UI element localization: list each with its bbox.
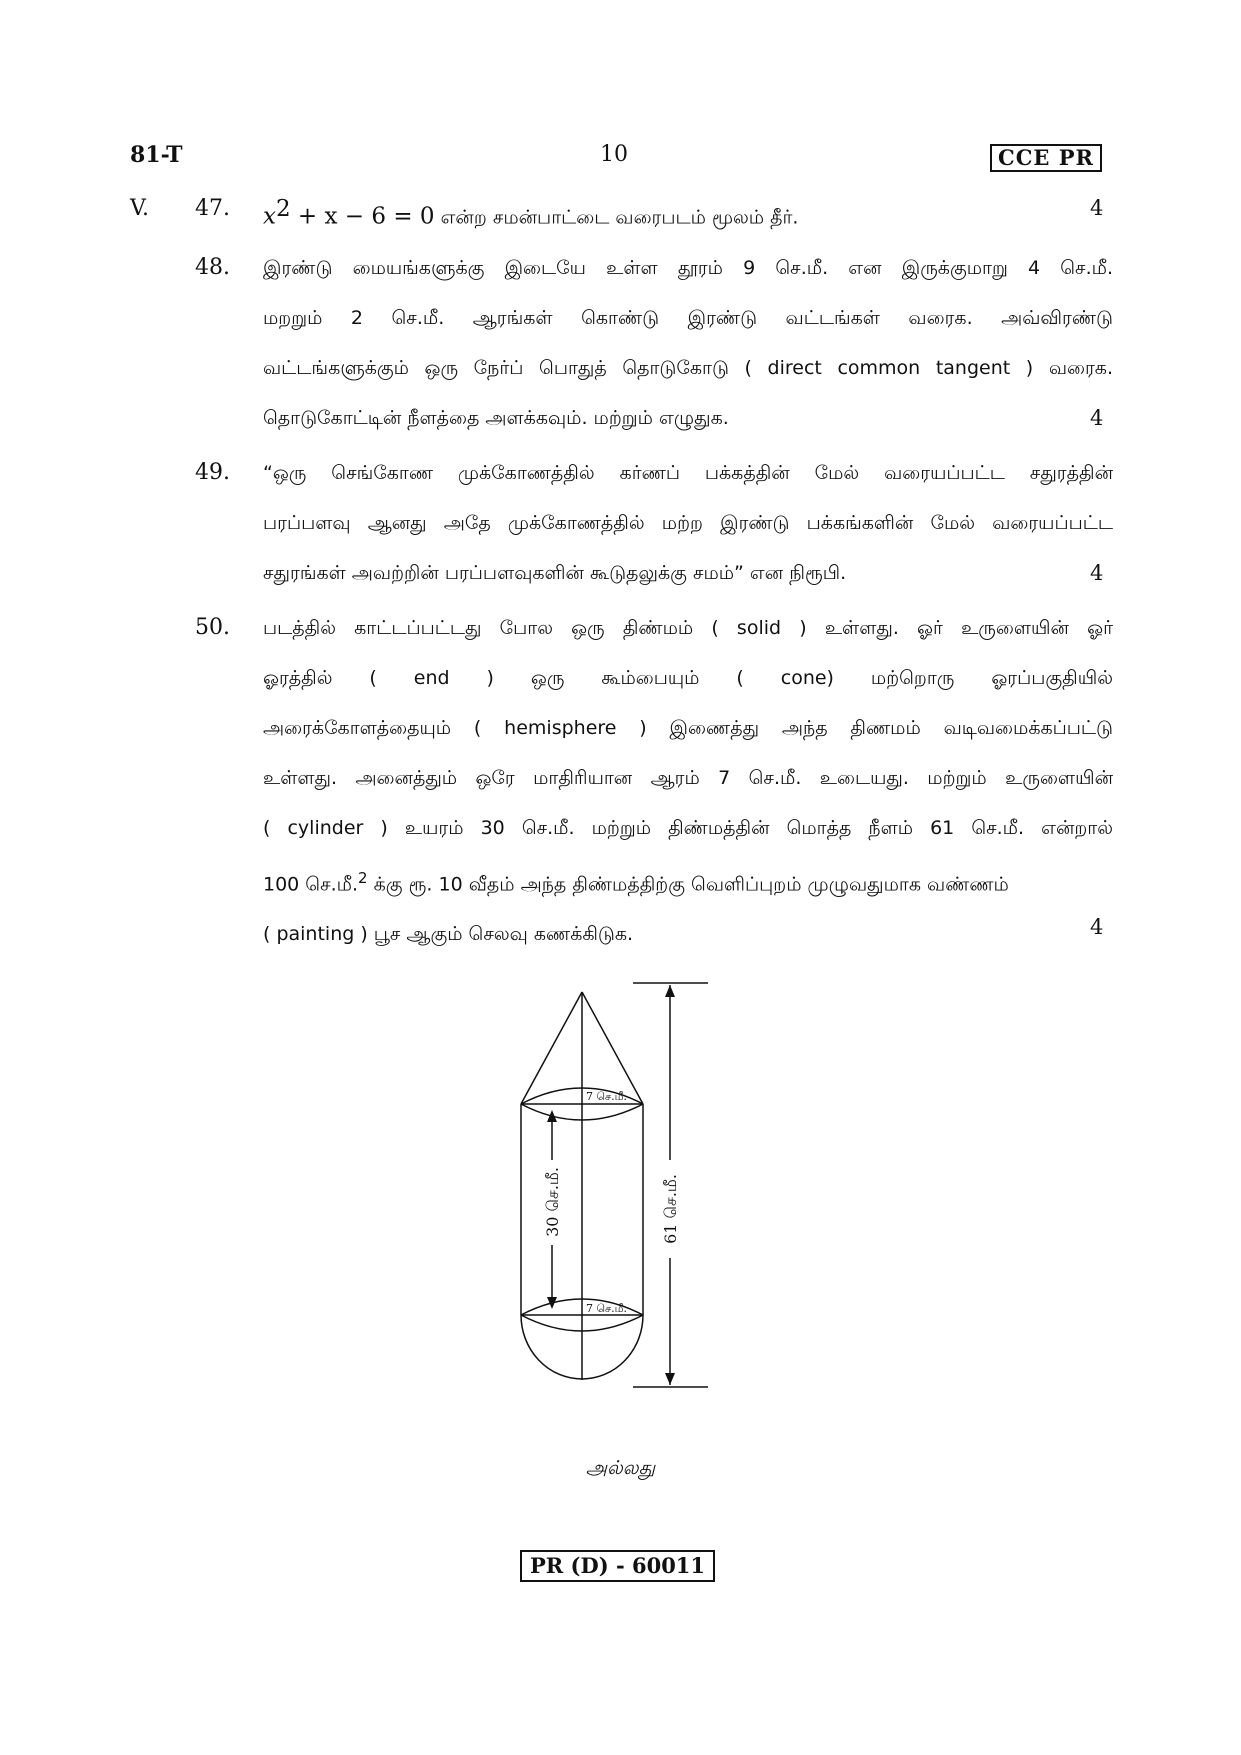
question-50-line-6 — [263, 853, 1113, 909]
question-48-line-4: தொடுகோட்டின் நீளத்தை அளக்கவும். மற்றும் எழுதுக. — [263, 407, 729, 429]
area-unit-text: 100 செ.மீ. — [263, 873, 359, 896]
question-50-line-6-rest: க்கு ரூ. 10 வீதம் அந்த திண்மத்திற்கு வெளிப்புறம் முழுவதுமாக வண்ணம் — [367, 873, 1009, 896]
question-50-text — [263, 603, 1113, 959]
equation-variable: x — [263, 203, 276, 230]
question-number-48: 48. — [195, 255, 230, 280]
question-number-50: 50. — [195, 615, 230, 640]
question-49-line-2: பரப்பளவு ஆனது அதே முக்கோணத்தில் மற்ற இரண்டு பக்கங்களின் மேல் வரையப்பட்ட — [263, 512, 1113, 534]
bottom-radius-label: 7 செ.மீ. — [586, 1302, 628, 1315]
marks-48: 4 — [1090, 406, 1104, 430]
question-48-line-1: இரண்டு மையங்களுக்கு இடையே உள்ள தூரம் 9 செ.மீ. என இருக்குமாறு 4 செ.மீ. — [263, 257, 1113, 279]
question-50-line-5: ( cylinder ) உயரம் 30 செ.மீ. மற்றும் திண்மத்தின் மொத்த நீளம் 61 செ.மீ. என்றால் — [263, 817, 1113, 839]
paper-code: 81-T — [130, 142, 183, 168]
footer-code: PR (D) - 60011 — [520, 1550, 715, 1582]
arrowhead-down-icon — [547, 1297, 557, 1309]
question-49-line-3: சதுரங்கள் அவற்றின் பரப்பளவுகளின் கூடுதலுக்கு சமம்” என நிரூபி. — [263, 562, 847, 584]
or-separator: அல்லது — [585, 1457, 656, 1479]
arrowhead-down-icon — [665, 1373, 675, 1385]
equation-exponent: 2 — [275, 196, 291, 222]
question-49-text — [263, 448, 1113, 598]
area-unit-exponent: 2 — [358, 869, 368, 887]
question-50-line-1: படத்தில் காட்டப்பட்டது போல ஒரு திண்மம் ( solid ) உள்ளது. ஓர் உருளையின் ஓர் — [263, 617, 1113, 639]
question-48-text — [263, 243, 1113, 443]
question-47-text — [263, 184, 1113, 242]
arrowhead-up-icon — [547, 1110, 557, 1122]
page-number: 10 — [600, 142, 628, 167]
question-47-words: என்ற சமன்பாட்டை வரைபடம் மூலம் தீர். — [440, 206, 799, 229]
equation-rest: + x − 6 = 0 — [290, 203, 435, 230]
question-50-line-4: உள்ளது. அனைத்தும் ஒரே மாதிரியான ஆரம் 7 செ.மீ. உடையது. மற்றும் உருளையின் — [263, 767, 1113, 789]
top-radius-label: 7 செ.மீ. — [586, 1090, 628, 1103]
question-49-line-1: “ஒரு செங்கோண முக்கோணத்தில் கர்ணப் பக்கத்தின் மேல் வரையப்பட்ட சதுரத்தின் — [263, 462, 1113, 484]
total-length-label: 61 செ.மீ. — [661, 1174, 680, 1244]
question-48-line-2: மறறும் 2 செ.மீ. ஆரங்கள் கொண்டு இரண்டு வட்டங்கள் வரைக. அவ்விரண்டு — [263, 307, 1113, 329]
question-50-line-7: ( painting ) பூச ஆகும் செலவு கணக்கிடுக. — [263, 923, 634, 946]
marks-49: 4 — [1090, 561, 1104, 585]
question-48-line-3: வட்டங்களுக்கும் ஒரு நேர்ப் பொதுத் தொடுகோடு ( direct common tangent ) வரைக. — [263, 357, 1113, 379]
arrowhead-up-icon — [665, 985, 675, 997]
cone-left-edge — [521, 992, 582, 1104]
marks-47: 4 — [1090, 196, 1104, 220]
question-50-line-2: ஓரத்தில் ( end ) ஒரு கூம்பையும் ( cone) மற்றொரு ஓரப்பகுதியில் — [263, 667, 1113, 689]
question-number-47: 47. — [195, 196, 230, 221]
marks-50: 4 — [1090, 915, 1104, 939]
cylinder-height-label: 30 செ.மீ. — [543, 1167, 562, 1237]
solid-figure-diagram — [500, 980, 820, 1400]
section-label: V. — [130, 196, 150, 221]
question-50-line-3: அரைக்கோளத்தையும் ( hemisphere ) இணைத்து அந்த திணமம் வடிவமைக்கப்பட்டு — [263, 717, 1113, 739]
cone-right-edge — [582, 992, 643, 1104]
header-box-label: CCE PR — [990, 144, 1102, 172]
question-number-49: 49. — [195, 460, 230, 485]
